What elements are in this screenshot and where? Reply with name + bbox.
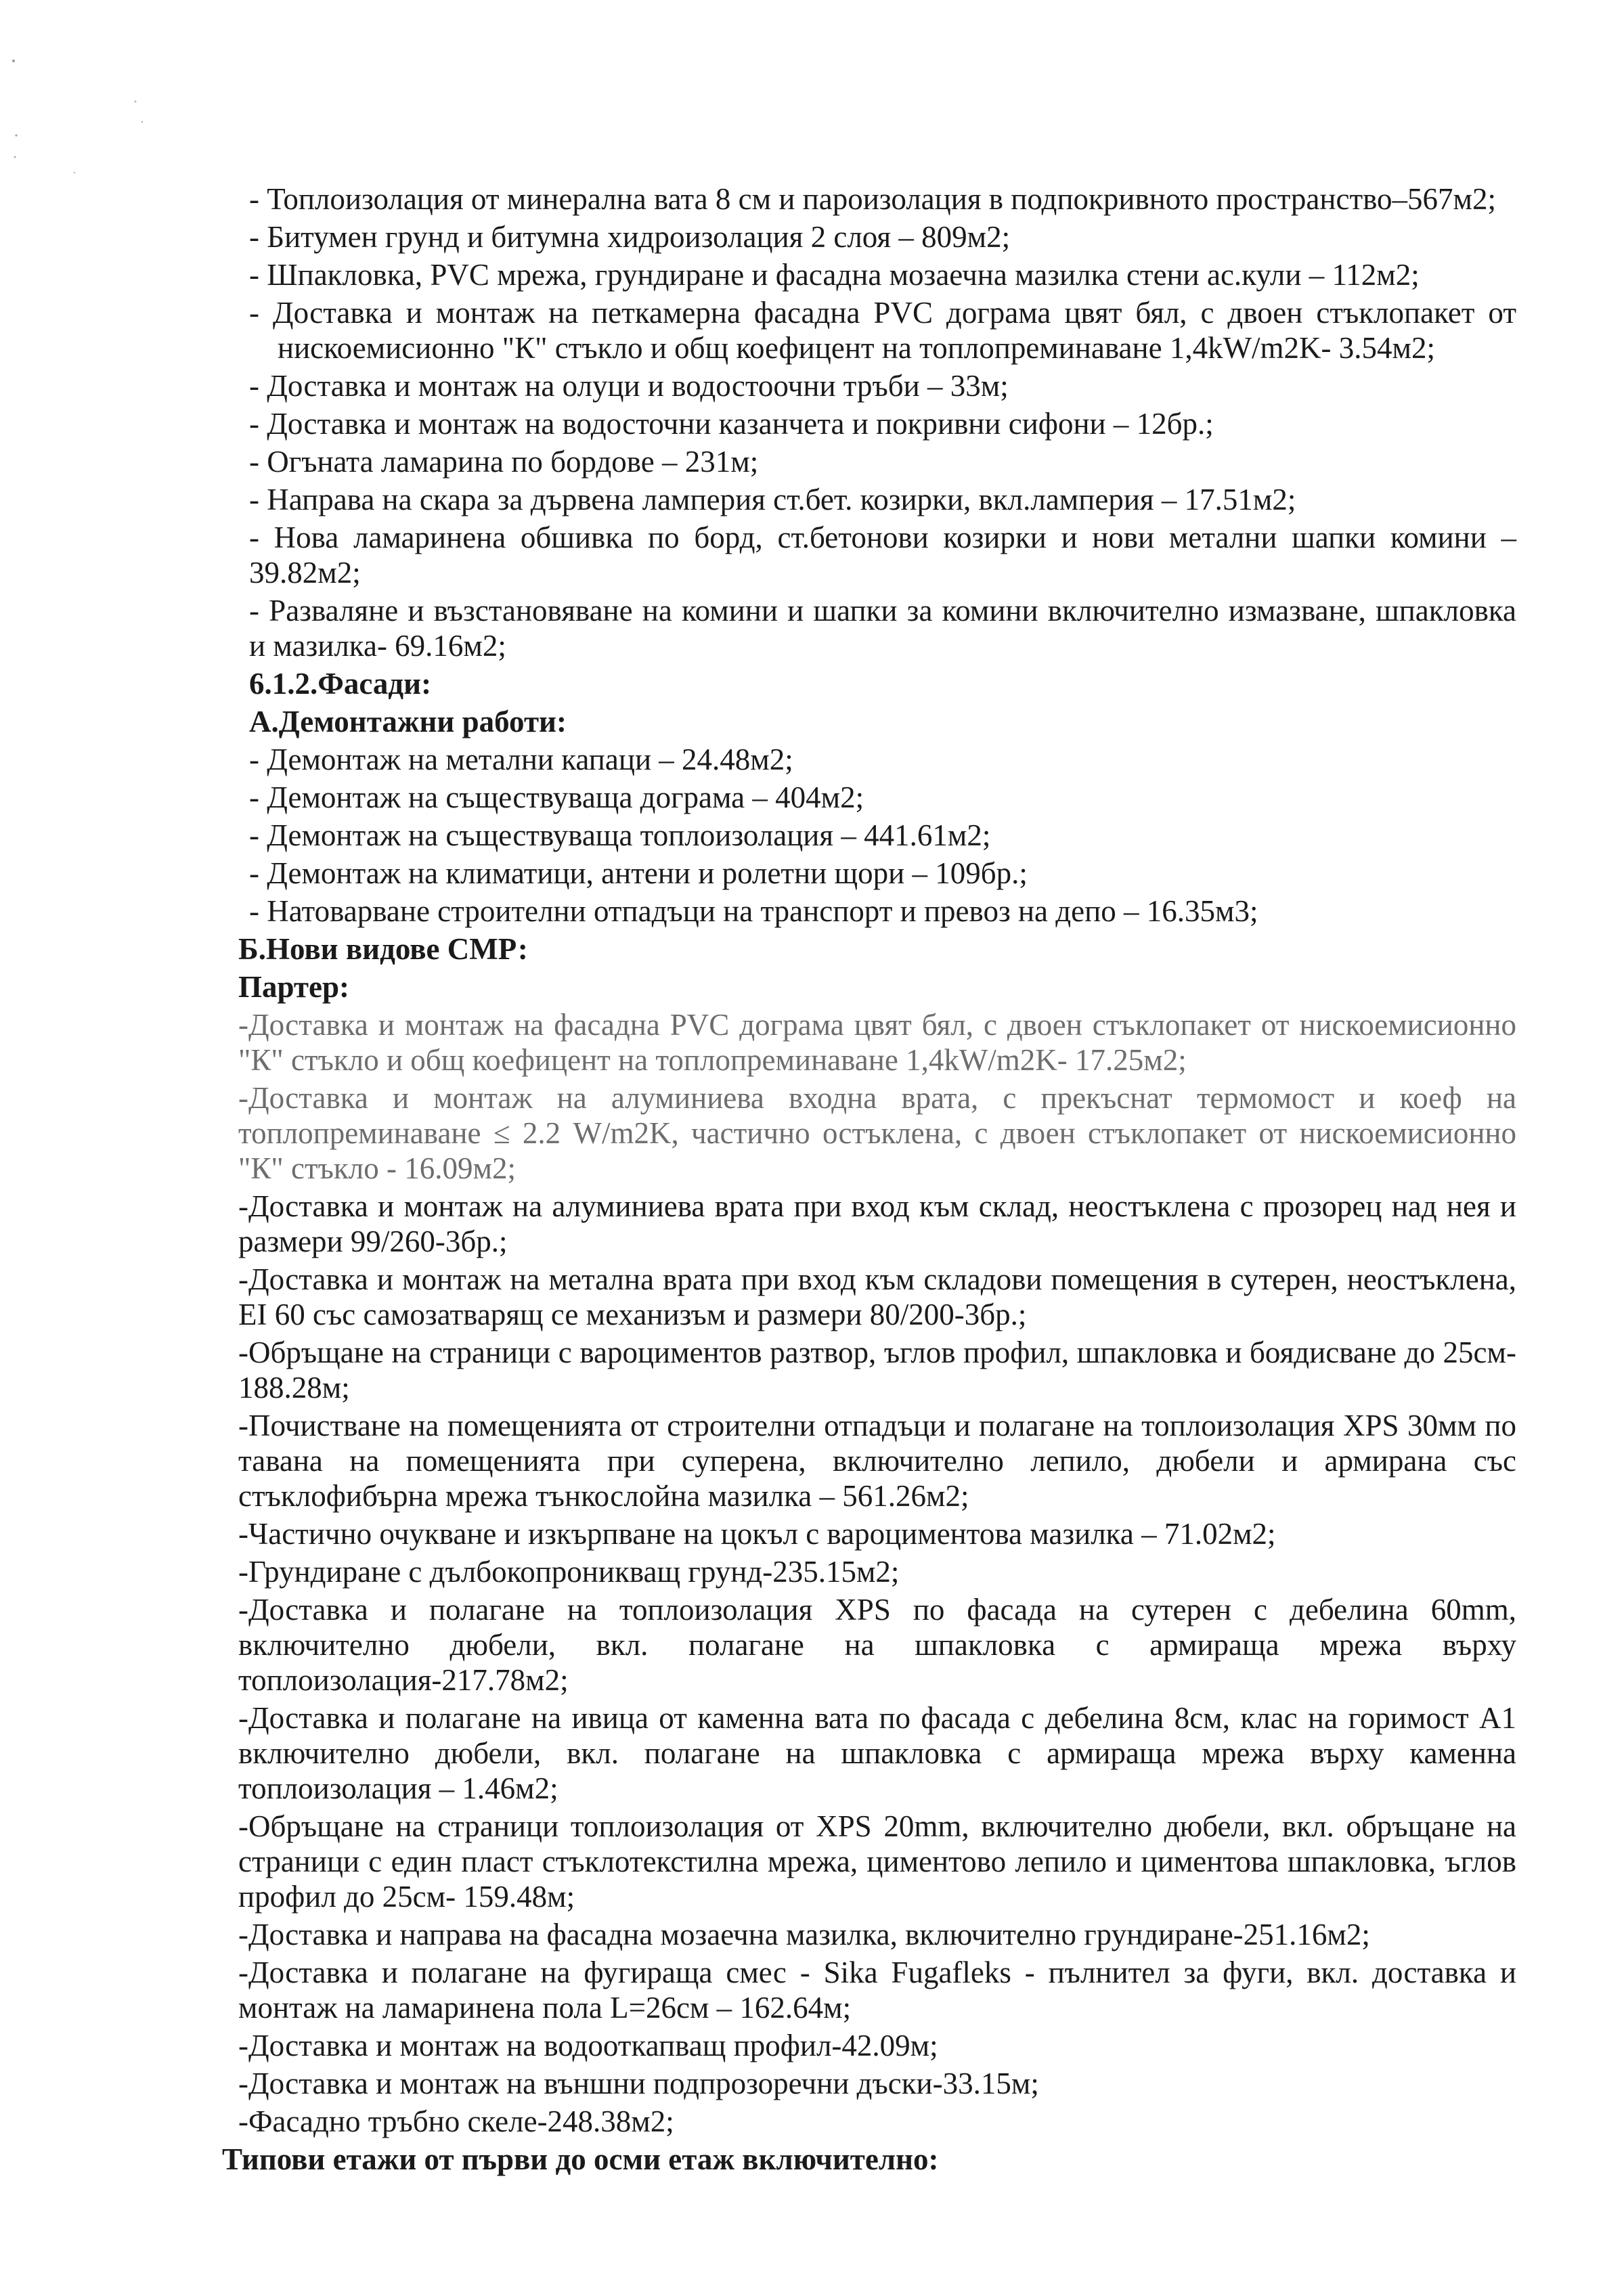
list-item: -Обръщане на страници топлоизолация от XPS 20mm, включително дюбели, вкл. обръщане на страници с един пласт стъклотекстилна мрежа, циментово лепило и циментова шпакловка, ъглов профил до 25см- 159.48м; [238, 1809, 1516, 1914]
section-heading-facades: 6.1.2.Фасади: [249, 667, 432, 701]
list-item: - Доставка и монтаж на олуци и водостоочни тръби – 33м; [249, 369, 1009, 403]
list-item: -Доставка и монтаж на алуминиева врата при вход към склад, неостъклена с прозорец над нея и размери 99/260-3бр.; [238, 1189, 1516, 1258]
list-item: - Демонтаж на климатици, антени и ролетни щори – 109бр.; [249, 856, 1028, 890]
subheading-demolition: А.Демонтажни работи: [249, 705, 567, 738]
list-item: - Демонтаж на съществуваща топлоизолация – 441.61м2; [249, 818, 991, 852]
list-item: - Разваляне и възстановяване на комини и шапки за комини включително измазване, шпакловка и мазилка- 69.16м2; [249, 594, 1516, 663]
list-item: -Доставка и монтаж на метална врата при вход към складови помещения в сутерен, неостъклена, EI 60 със самозатварящ се механизъм и размери 80/200-3бр.; [238, 1262, 1516, 1331]
list-item: - Огъната ламарина по бордове – 231м; [249, 445, 759, 479]
ground-floor-list [238, 1007, 1516, 2139]
list-item: -Фасадно тръбно скеле-248.38м2; [238, 2104, 674, 2138]
list-item: -Доставка и монтаж на водооткапващ профил-42.09м; [238, 2029, 938, 2062]
list-item: -Доставка и полагане на ивица от каменна вата по фасада с дебелина 8см, клас на горимост А1 включително дюбели, вкл. полагане на шпакловка с армираща мрежа върху каменна топлоизолация – 1.46м2; [238, 1701, 1516, 1805]
list-item: - Доставка и монтаж на петкамерна фасадна PVC дограма цвят бял, с двоен стъклопакет от нискоемисионно "К" стъкло и общ коефицент на топлопреминаване 1,4kW/m2K- 3.54м2; [249, 296, 1516, 365]
list-item: -Грундиране с дълбокопроникващ грунд-235.15м2; [238, 1555, 900, 1589]
list-item: - Доставка и монтаж на водосточни казанчета и покривни сифони – 12бр.; [249, 407, 1214, 441]
list-item: - Шпакловка, PVC мрежа, грундиране и фасадна мозаечна мазилка стени ас.кули – 112м2; [249, 258, 1420, 292]
list-item-faded: -Доставка и монтаж на алуминиева входна врата, с прекъснат термомост и коеф на топлопреминаване ≤ 2.2 W/m2K, частично остъклена, с двоен стъклопакет от нискоемисионно "К" стъкло - 16.09м2; [238, 1081, 1516, 1185]
list-item: - Топлоизолация от минерална вата 8 см и пароизолация в подпокривното пространство–567м2; [249, 182, 1497, 216]
scan-specks [0, 0, 176, 203]
list-item: -Обръщане на страници с вароциментов разтвор, ъглов профил, шпакловка и боядисване до 25см- 188.28м; [238, 1335, 1516, 1405]
demolition-list [249, 742, 1516, 929]
list-item: - Направа на скара за дървена ламперия ст.бет. козирки, вкл.ламперия – 17.51м2; [249, 483, 1296, 516]
list-item: - Демонтаж на съществуваща дограма – 404м2; [249, 780, 864, 814]
list-item: -Доставка и полагане на топлоизолация XPS по фасада на сутерен с дебелина 60mm, включително дюбели, вкл. полагане на шпакловка с армираща мрежа върху топлоизолация-217.78м2; [238, 1593, 1516, 1697]
roof-works-list [249, 181, 1516, 663]
new-works-section [238, 931, 1516, 2139]
list-item: -Почистване на помещенията от строителни отпадъци и полагане на топлоизолация XPS 30мм по тавана на помещенията при суперена, включително лепило, дюбели и армирана със стъклофибърна мрежа тънкослойна мазилка – 561.26м2; [238, 1409, 1516, 1513]
list-item: -Доставка и направа на фасадна мозаечна мазилка, включително грундиране-251.16м2; [238, 1918, 1370, 1951]
document-body [222, 181, 1516, 2180]
list-item: - Битумен грунд и битумна хидроизолация 2 слоя – 809м2; [249, 220, 1011, 254]
list-item: - Натоварване строителни отпадъци на транспорт и превоз на депо – 16.35м3; [249, 894, 1258, 928]
subheading-new-works: Б.Нови видове СМР: [238, 932, 528, 966]
list-item: - Демонтаж на метални капаци – 24.48м2; [249, 743, 793, 776]
subheading-typical-floors: Типови етажи от първи до осми етаж включително: [222, 2142, 939, 2176]
list-item: -Доставка и монтаж на външни подпрозоречни дъски-33.15м; [238, 2067, 1039, 2100]
list-item-faded: -Доставка и монтаж на фасадна PVC дограма цвят бял, с двоен стъклопакет от нискоемисионно "К" стъкло и общ коефицент на топлопреминаване 1,4kW/m2K- 17.25м2; [238, 1008, 1516, 1077]
list-item: -Частично очукване и изкърпване на цокъл с вароциментова мазилка – 71.02м2; [238, 1517, 1276, 1551]
subheading-ground-floor: Партер: [238, 970, 350, 1004]
list-item: - Нова ламаринена обшивка по борд, ст.бетонови козирки и нови метални шапки комини – 39.82м2; [249, 521, 1516, 590]
list-item: -Доставка и полагане на фугираща смес - Sika Fugafleks - пълнител за фуги, вкл. доставка и монтаж на ламаринена пола L=26см – 162.64м; [238, 1956, 1516, 2025]
